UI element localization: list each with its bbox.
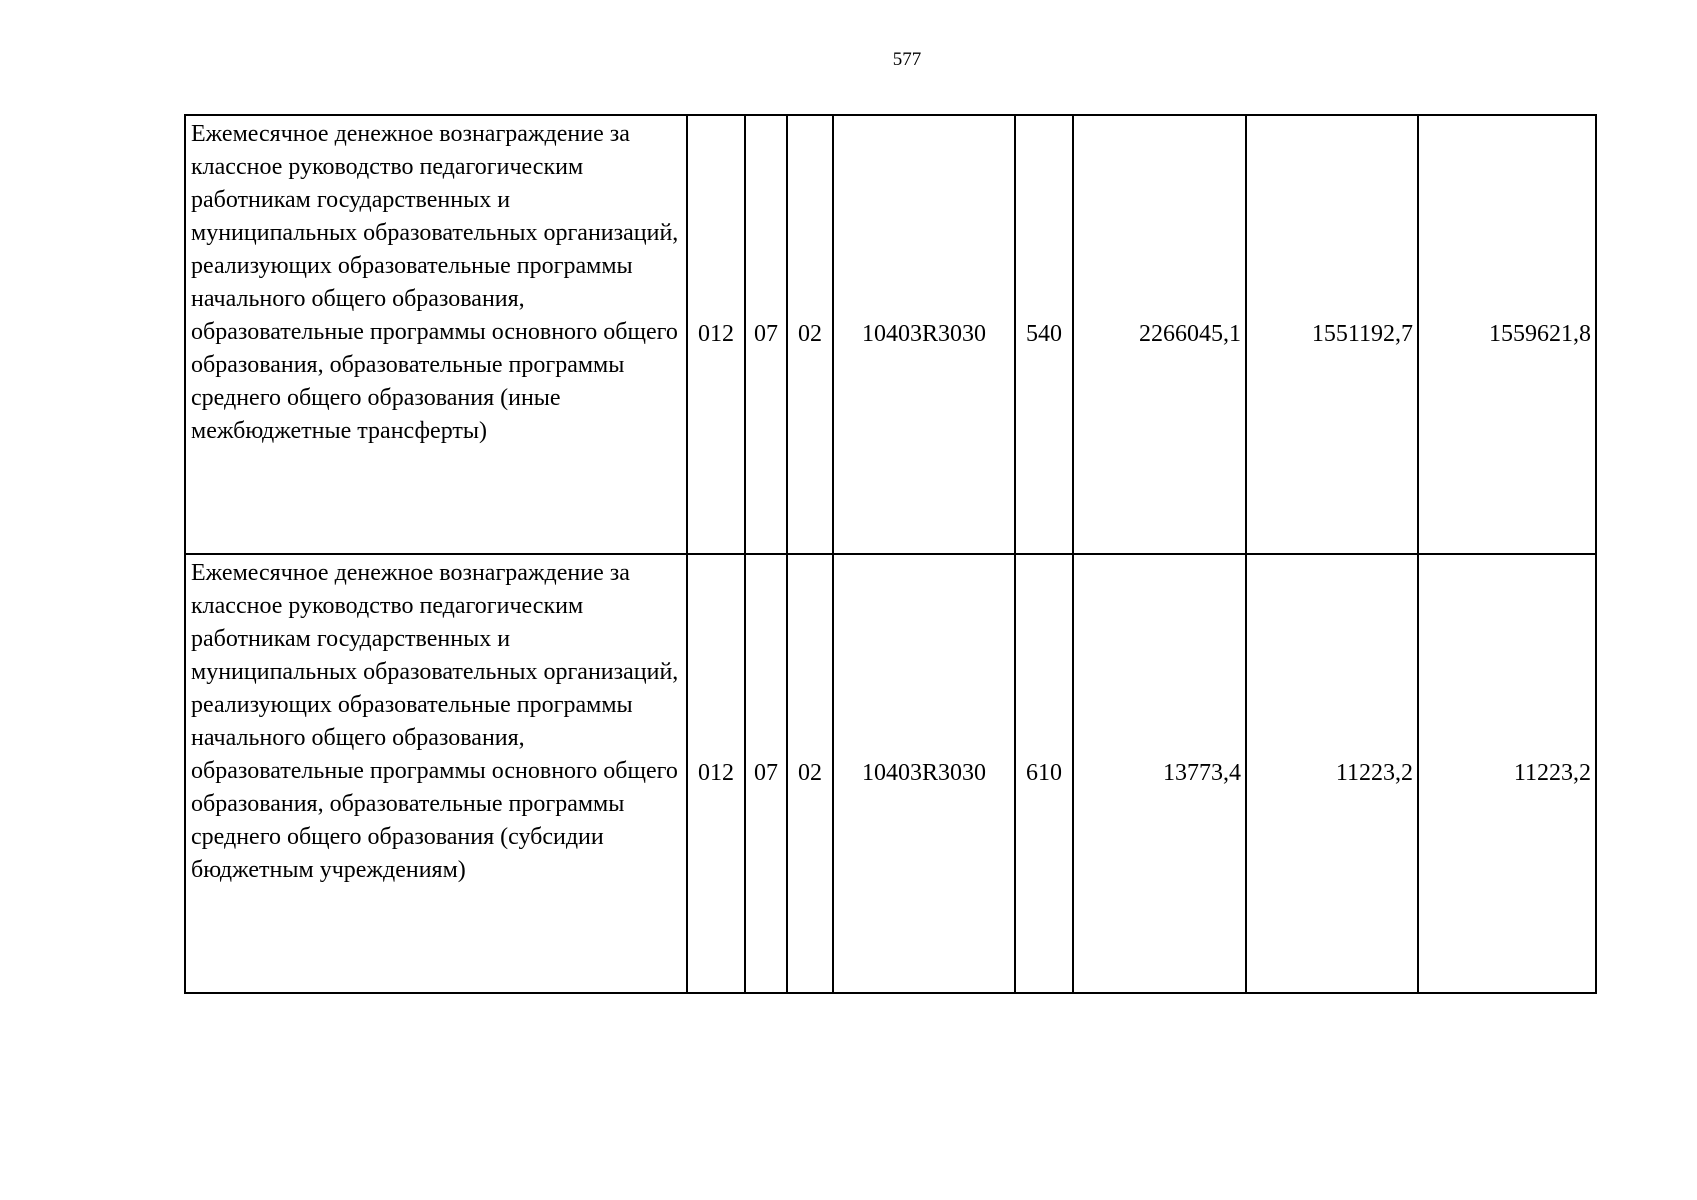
expense-type-code: 540 <box>1015 115 1073 554</box>
section-code: 07 <box>745 554 787 993</box>
subsection-code: 02 <box>787 554 833 993</box>
ministry-code: 012 <box>687 554 745 993</box>
table-row <box>185 115 1596 554</box>
target-article-code: 10403R3030 <box>833 554 1015 993</box>
budget-table <box>184 114 1597 994</box>
amount-year-2: 1551192,7 <box>1246 115 1418 554</box>
amount-year-1: 13773,4 <box>1073 554 1246 993</box>
expense-type-code: 610 <box>1015 554 1073 993</box>
row-description: Ежемесячное денежное вознаграждение за классное руководство педагогическим работникам государственных и муниципальных образовательных организаций, реализующих образовательные программы начального общего образования, образовательные программы основного общего образования, образовательные программы среднего общего образования (иные межбюджетные трансферты) <box>185 115 687 554</box>
page-number: 577 <box>892 49 922 70</box>
amount-year-3: 1559621,8 <box>1418 115 1596 554</box>
target-article-code: 10403R3030 <box>833 115 1015 554</box>
table-row <box>185 554 1596 993</box>
section-code: 07 <box>745 115 787 554</box>
subsection-code: 02 <box>787 115 833 554</box>
row-description: Ежемесячное денежное вознаграждение за классное руководство педагогическим работникам государственных и муниципальных образовательных организаций, реализующих образовательные программы начального общего образования, образовательные программы основного общего образования, образовательные программы среднего общего образования (субсидии бюджетным учреждениям) <box>185 554 687 993</box>
amount-year-1: 2266045,1 <box>1073 115 1246 554</box>
ministry-code: 012 <box>687 115 745 554</box>
amount-year-3: 11223,2 <box>1418 554 1596 993</box>
amount-year-2: 11223,2 <box>1246 554 1418 993</box>
